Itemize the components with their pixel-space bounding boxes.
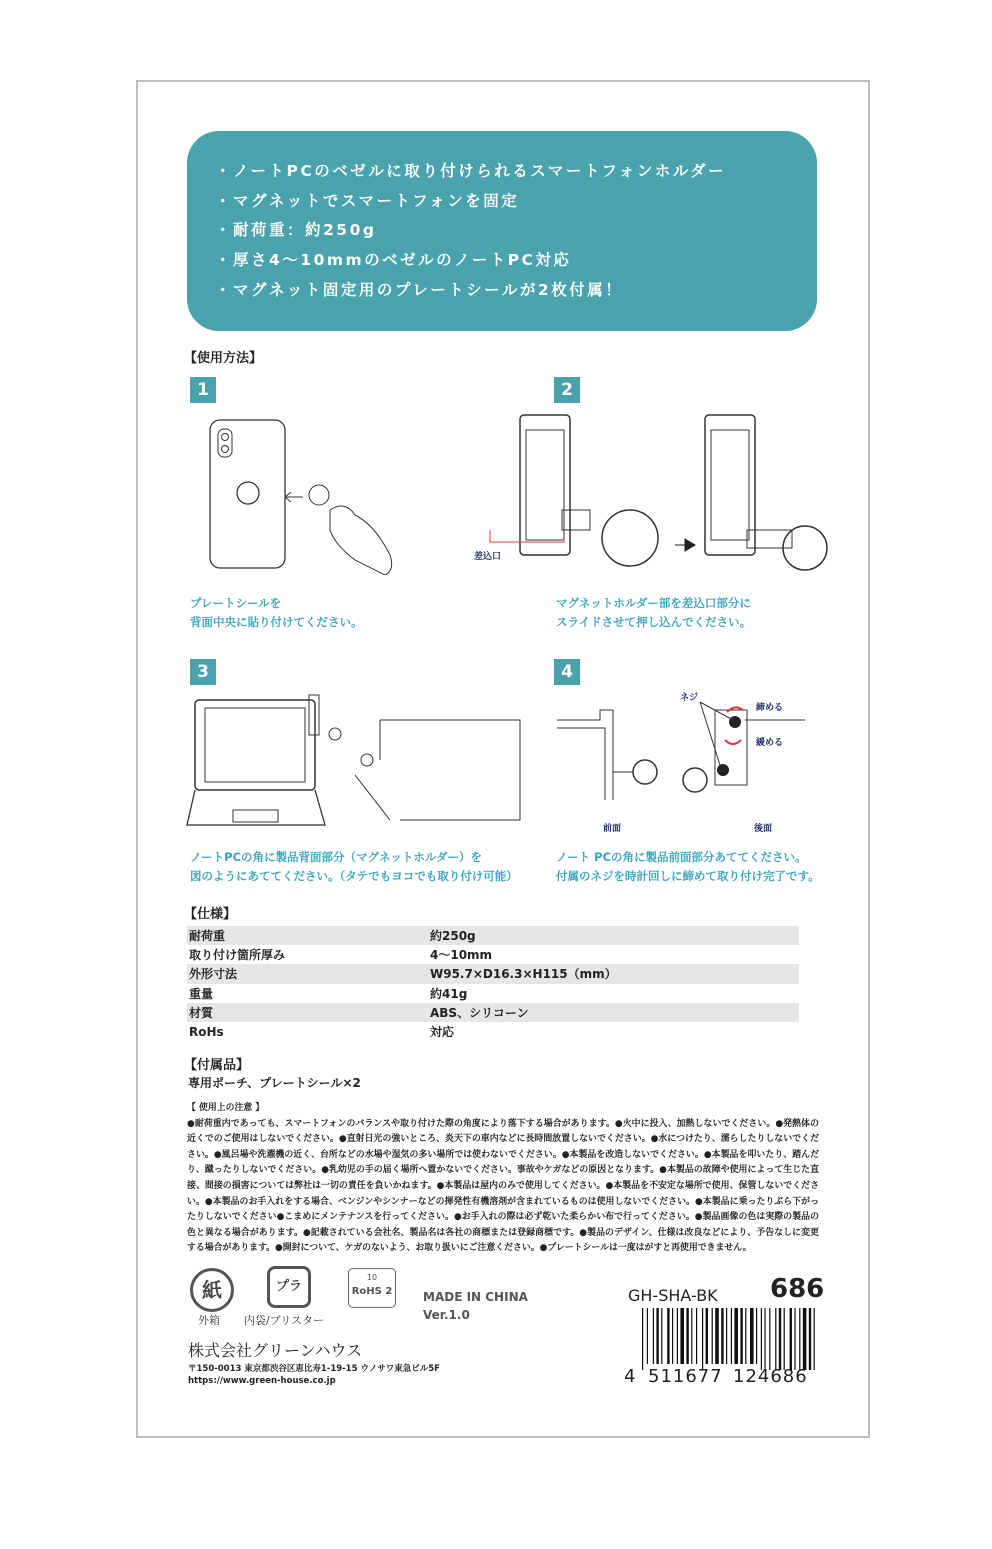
laptop-attach-illustration [185,690,530,835]
barcode-digits-right: 124686 [733,1366,808,1387]
slot-label: 差込口 [474,552,502,562]
company-url[interactable]: https://www.green-house.co.jp [188,1376,336,1386]
feature-item: ・マグネット固定用のプレートシールが2枚付属！ [215,280,624,299]
paper-label: 外箱 [198,1314,220,1327]
barcode-bar [672,1308,673,1364]
barcode-digits-left: 511677 [648,1366,723,1387]
barcode-bar [706,1308,708,1364]
barcode-bar [809,1308,811,1370]
barcode [640,1308,818,1370]
barcode-bar [740,1308,742,1364]
barcode-bar [712,1308,713,1364]
plastic-recycle-icon: プラ [267,1266,311,1308]
barcode-bar [721,1308,723,1364]
rohs-icon: 10 RoHS 2 [348,1268,396,1308]
feature-item: ・厚さ4～10mmのベゼルのノートPC対応 [215,251,572,270]
barcode-bar [691,1308,692,1364]
plastic-label: 内袋/ブリスター [244,1314,325,1327]
spec-row: 外形寸法 W95.7×D16.3×H115（mm） [187,964,799,983]
step-caption: ノートPCの角に製品背面部分（マグネットホルダー）を 図のようにあててください。（タテでもヨコでも取り付け可能） [190,850,518,883]
back-label: 後面 [754,824,773,834]
holder-slide-illustration [470,410,830,585]
barcode-bar [784,1308,785,1370]
barcode-bar [661,1308,662,1364]
barcode-bar [715,1308,719,1364]
spec-title: 【仕様】 [184,907,237,922]
step-number: 4 [554,659,580,685]
barcode-bar [696,1308,697,1364]
barcode-bar [686,1308,688,1364]
accessories-text: 専用ポーチ、プレートシール×2 [188,1076,361,1090]
loosen-label: 緩める [756,738,784,748]
barcode-bar [790,1308,792,1370]
spec-row: 材質 ABS、シリコーン [187,1003,799,1022]
barcode-bar [775,1308,776,1370]
step-number: 1 [190,377,216,403]
origin: MADE IN CHINA [423,1290,528,1304]
product-code: 686 [770,1274,825,1304]
company-address: 〒150-0013 東京都渋谷区恵比寿1-19-15 ウノサワ東急ビル5F [188,1364,440,1374]
barcode-bar [680,1308,684,1364]
caution-section [187,1101,819,1257]
barcode-bar [799,1308,800,1370]
step-caption: プレートシールを 背面中央に貼り付けてください。 [190,596,363,629]
feature-item: ・耐荷重：約250g [215,221,377,240]
barcode-bar [769,1308,770,1370]
paper-recycle-icon: 紙 [190,1268,234,1312]
tighten-label: 締める [756,703,784,713]
version: Ver.1.0 [423,1308,470,1322]
barcode-bar [656,1308,658,1364]
barcode-bar [726,1308,727,1364]
feature-item: ・ノートPCのベゼルに取り付けられるスマートフォンホルダー [215,162,727,180]
barcode-bar [734,1308,738,1364]
caution-title: 【 使用上の注意 】 [187,1103,265,1113]
barcode-bar [761,1308,762,1370]
spec-row: RoHs 対応 [189,1024,455,1040]
step-caption: マグネットホルダー部を差込口部分に スライドさせて押し込んでください。 [556,596,752,629]
feature-item: ・マグネットでスマートフォンを固定 [215,191,520,210]
accessories-title: 【付属品】 [184,1058,250,1073]
barcode-bar [803,1308,807,1370]
step-number: 2 [554,377,580,403]
barcode-bar [702,1308,703,1370]
screw-label: ネジ [680,693,699,703]
barcode-bar [750,1308,754,1364]
barcode-bar [647,1308,648,1364]
spec-row: 耐荷重 約250g [187,926,799,945]
barcode-bar [764,1308,765,1370]
front-label: 前面 [603,824,622,834]
barcode-digit-first: 4 [624,1366,636,1387]
barcode-bar [667,1308,669,1364]
caution-text: ●耐荷重内であっても、スマートフォンのバランスや取り付けた際の角度により落下する場合があります。●火中に投入、加熱しないでください。●発熱体の近くでのご使用はしないでください。●直射日光の強いところ、炎天下の車内などに長時間放置しないでください。●水につけたり、濡らしたりしないでください。●風呂場や洗濯機の近く、台所などの水場や湿気の多い場所では使わないでください。●本製品を改造しないでください。●本製品を叩いたり、踏んだり、蹴ったりしないでください。●乳幼児の手の届く場所へ置かないでください。事故やケガなどの原因となります。●本製品の故障や使用によって生じた直接、間接の損害については弊社は一切の責任を負いかねます。●本製品は屋内のみで使用してください。●本製品を不安定な場所で使用、保管しないでください。●本製品のお手入れをする場合、ベンジンやシンナーなどの揮発性有機溶剤が含まれているものは使用しないでください。●本製品に乗ったりぶら下がったりしないでください●こまめにメンテナンスを行ってください。●お手入れの際は必ず乾いた柔らかい布で行ってください。●製品画像の色は実際の製品の色と異なる場合があります。●記載されている会社名、製品名は各社の商標または登録商標です。●製品のデザイン、仕様は改良などにより、予告なしに変更する場合があります。●開封について、ケガのないよう、お取り扱いにご注意ください。●プレートシールは一度はがすと再使用できません。 [187,1118,819,1254]
spec-row: 取り付け箇所厚み 4～10mm [189,948,493,963]
step-number: 3 [190,659,216,685]
step-caption: ノート PCの角に製品前面部分あててください。 付属のネジを時計回しに締めて取り付け完了です。 [556,850,820,883]
phone-plate-illustration [205,415,405,575]
barcode-bar [794,1308,795,1370]
company-name: 株式会社グリーンハウス [188,1341,363,1360]
barcode-bar [677,1308,678,1364]
feature-list [187,131,817,331]
spec-table [187,926,799,1041]
barcode-bar [653,1308,654,1364]
barcode-bar [814,1308,815,1370]
barcode-bar [779,1308,781,1370]
model-number: GH-SHA-BK [628,1286,718,1305]
spec-row: 重量 約41g [189,986,468,1001]
barcode-bar [745,1308,746,1364]
barcode-bar [642,1308,643,1370]
barcode-bar [756,1308,757,1364]
usage-title: 【使用方法】 [184,351,263,366]
barcode-bar [731,1308,732,1364]
